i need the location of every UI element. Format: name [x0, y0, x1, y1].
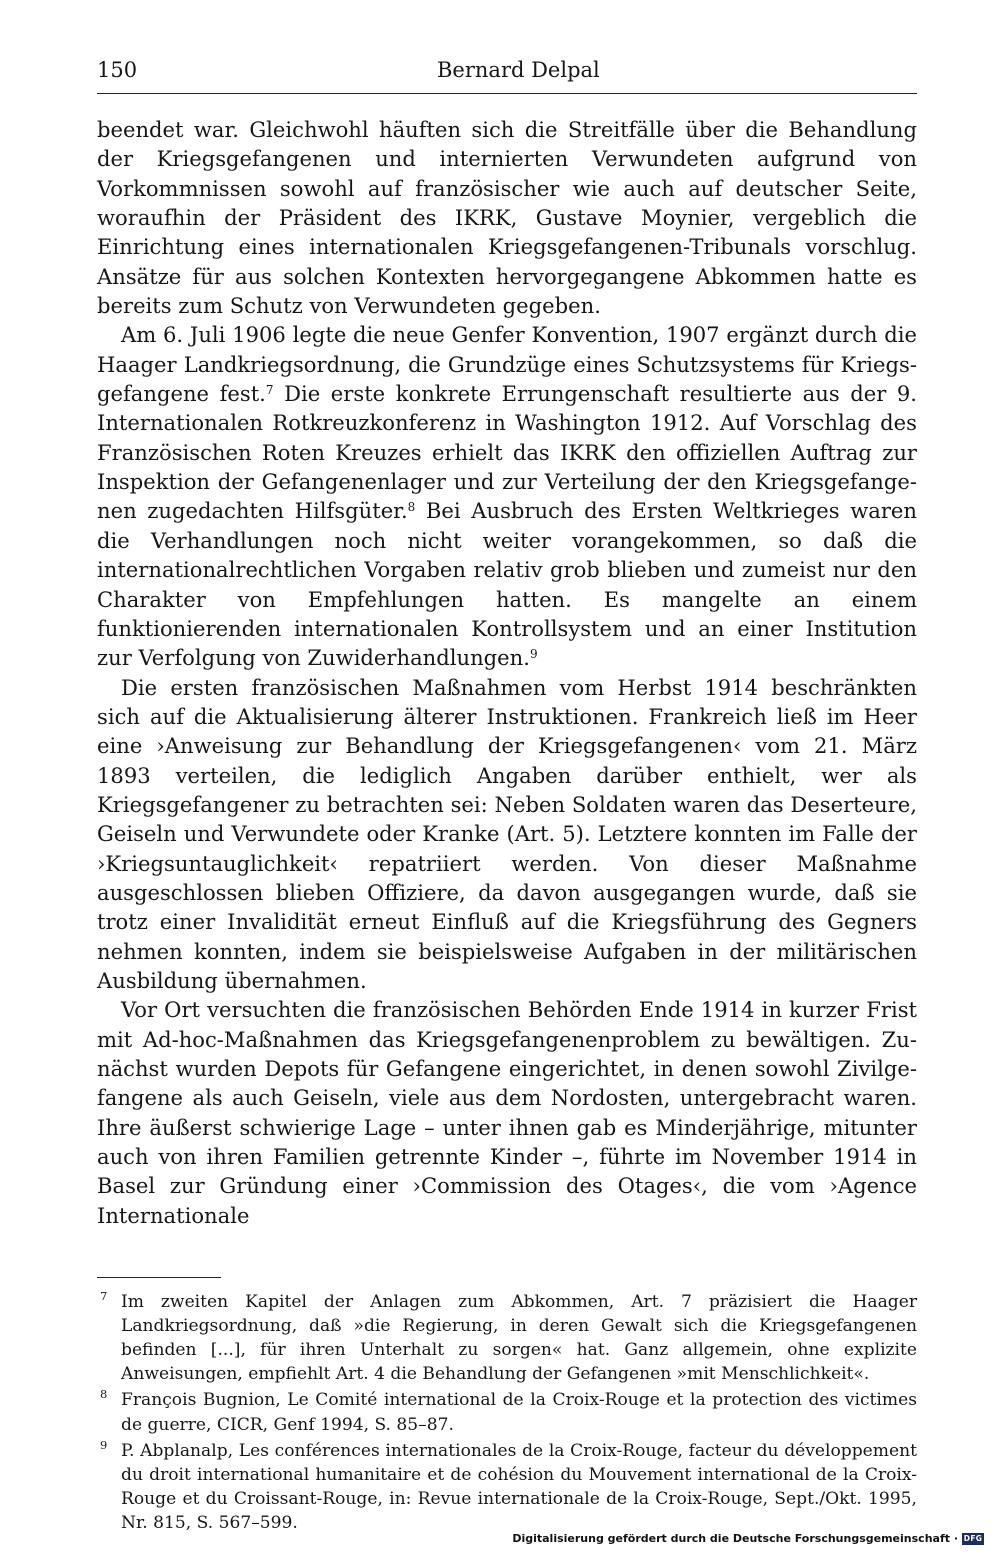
footnote-ref: 7 — [265, 383, 274, 398]
paragraph — [97, 673, 917, 996]
paragraph-text: Am 6. Juli 1906 legte die neue Genfer Konvention, 1907 ergänzt durch die Haager Landkriegsordnung, die Grundzüge eines Schutzsystems für Kriegsgefangene fest. — [97, 322, 917, 407]
footnotes — [97, 1290, 917, 1535]
paragraph-text: beendet war. Gleichwohl häuften sich die Streitfälle über die Behandlung der Kriegsgefangenen und internierten Verwundeten aufgrund von Vorkommnissen sowohl auf französischer wie auch auf deutscher Seite, woraufhin der Präsident des IKRK, Gustave Moynier, vergeblich die Einrichtung eines internationalen Kriegsgefangenen-Tribunals vorschlug. Ansätze für aus solchen Kontexten hervorgegangene Abkommen hatte es bereits zum Schutz von Verwundeten gegeben. — [97, 117, 917, 319]
book-page — [97, 56, 917, 1537]
paragraph — [97, 320, 917, 672]
page-header — [97, 56, 917, 96]
footnote-ref: 9 — [529, 647, 538, 662]
credit-text: Digitalisierung gefördert durch die Deutsche Forschungsgemeinschaft · — [512, 1532, 958, 1545]
footnote-text: P. Abplanalp, Les conférences internationales de la Croix-Rouge, facteur du développement du droit international humanitaire et de cohésion du Mouvement international de la Croix-Rouge et du Croissant-Rouge, in: Revue internationale de la Croix-Rouge, Sept./Okt. 1995, Nr. 815, S. 567–599. — [121, 1440, 917, 1533]
paragraph — [97, 115, 917, 320]
footnote-text: Im zweiten Kapitel der Anlagen zum Abkommen, Art. 7 präzisiert die Haager Landkriegsordnung, daß »die Regierung, in deren Gewalt sich die Kriegsgefangenen befinden [...], für ihren Unterhalt zu sorgen« hat. Ganz allgemein, ohne explizite Anweisungen, empfiehlt Art. 4 die Behandlung der Gefangenen »mit Menschlichkeit«. — [121, 1292, 917, 1385]
running-head: Bernard Delpal — [437, 58, 600, 82]
header-rule — [97, 93, 917, 94]
paragraph-text: Vor Ort versuchten die französischen Behörden Ende 1914 in kurzer Frist mit Ad-hoc-Maßnahmen das Kriegsgefangenenproblem zu bewältigen. Zunächst wurden Depots für Gefangene eingerichtet, in denen sowohl Zivilgefangene als auch Geiseln, viele aus dem Nordosten, untergebracht waren. Ihre äußerst schwierige Lage – unter ihnen gab es Minderjährige, mitunter auch von ihren Familien getrennte Kinder –, führte im November 1914 in Basel zur Gründung einer ›Commission des Otages‹, die vom ›Agence Internationale — [97, 997, 917, 1228]
paragraph-text: Bei Ausbruch des Ersten Weltkrieges waren die Verhandlungen noch nicht weiter vorangekommen, so daß die internationalrechtlichen Vorgaben relativ grob blieben und zumeist nur den Charakter von Empfehlungen hatten. Es mangelte an einem funktionierenden internationalen Kontrollsystem und an einer Institution zur Verfolgung von Zuwiderhandlungen. — [97, 498, 917, 671]
footnote-rule — [97, 1277, 221, 1278]
paragraph-text: Die erste konkrete Errungenschaft resultierte aus der 9. Internationalen Rotkreuzkonferenz in Washington 1912. Auf Vorschlag des Französischen Roten Kreuzes erhielt das IKRK den offiziellen Auftrag zur Inspektion der Gefangenenlager und zur Verteilung der den Kriegsgefangenen zugedachten Hilfsgüter. — [97, 381, 918, 524]
dfg-logo-icon: DFG — [963, 1533, 983, 1543]
footnote — [97, 1388, 917, 1436]
page-number: 150 — [97, 58, 138, 82]
footnote — [97, 1439, 917, 1535]
footnote — [97, 1290, 917, 1386]
footnote-number: 7 — [100, 1289, 108, 1304]
paragraph — [97, 995, 917, 1230]
footnote-number: 9 — [100, 1437, 108, 1452]
footnote-ref: 8 — [407, 500, 416, 515]
footnote-number: 8 — [100, 1387, 108, 1402]
body-text — [97, 115, 917, 1230]
footnote-text: François Bugnion, Le Comité international de la Croix-Rouge et la protection des victimes de guerre, CICR, Genf 1994, S. 85–87. — [121, 1390, 917, 1435]
paragraph-text: Die ersten französischen Maßnahmen vom Herbst 1914 beschränkten sich auf die Aktualisierung älterer Instruktionen. Frankreich ließ im Heer eine ›Anweisung zur Behandlung der Kriegsgefangenen‹ vom 21. März 1893 verteilen, die lediglich Angaben darüber enthielt, wer als Kriegsgefangener zu betrachten sei: Neben Soldaten waren das Deserteure, Geiseln und Verwundete oder Kranke (Art. 5). Letztere konnten im Falle der ›Kriegsuntauglichkeit‹ repatriiert werden. Von dieser Maßnahme ausgeschlossen blieben Offiziere, da davon ausgegangen wurde, daß sie trotz einer Invalidität erneut Einfluß auf die Kriegsführung des Gegners nehmen konnten, indem sie beispielsweise Aufgaben in der militärischen Ausbildung übernahmen. — [97, 674, 917, 993]
digitization-credit — [512, 1532, 984, 1545]
